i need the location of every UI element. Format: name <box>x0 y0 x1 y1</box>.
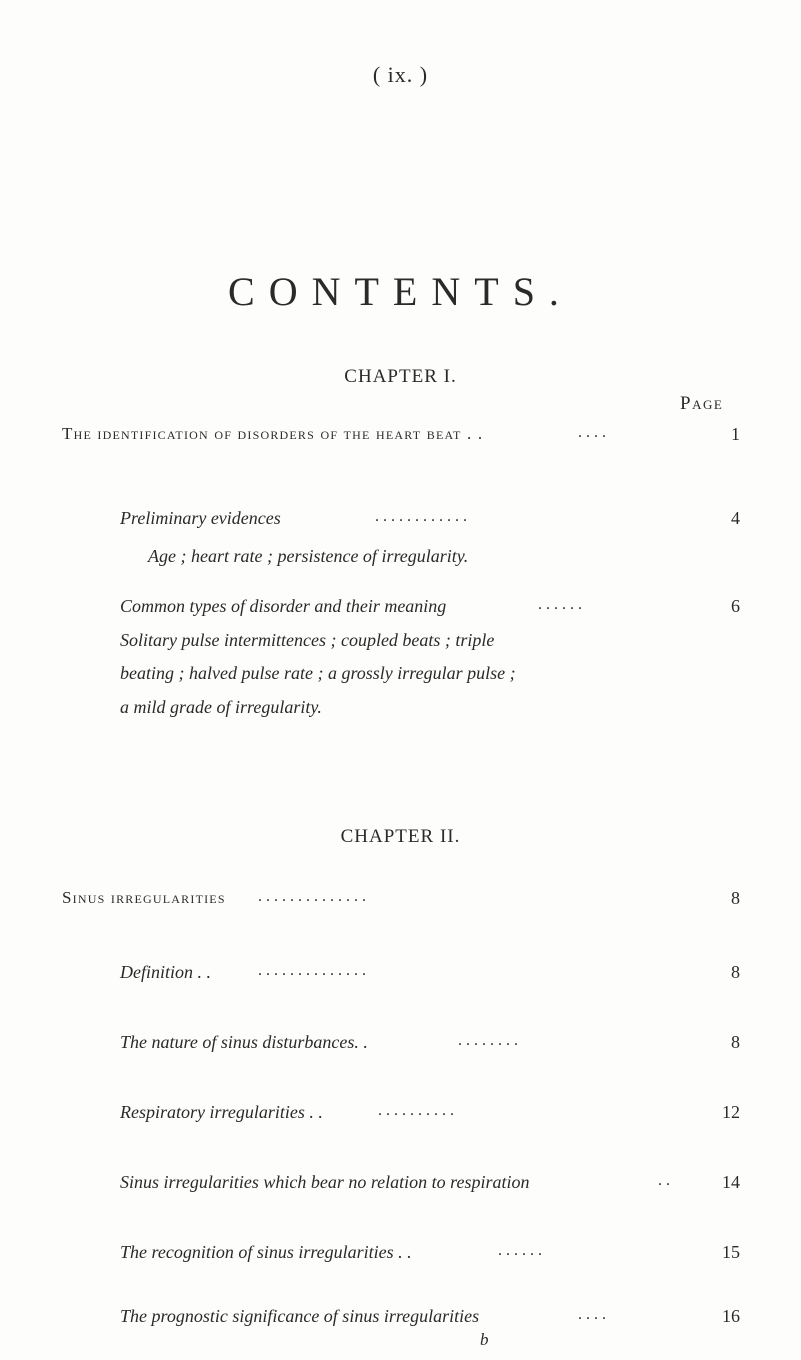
toc-page-number: 8 <box>731 962 740 982</box>
page-number: ( ix. ) <box>372 62 429 87</box>
signature-mark: b <box>480 1330 489 1349</box>
toc-leader: . . . . . . . . . . . . <box>375 508 467 525</box>
toc-page-number: 1 <box>731 424 740 444</box>
toc-section-definition: Definition . . <box>120 962 211 982</box>
toc-section-common-types: Common types of disorder and their meaning <box>120 596 447 616</box>
toc-description: beating ; halved pulse rate ; a grossly irregular pulse ; <box>120 663 516 683</box>
toc-leader: . . . . . . . . . . <box>378 1102 454 1119</box>
toc-leader: . . . . . . . . . . . . . . <box>258 888 366 905</box>
toc-leader: . . . . . . . . <box>458 1032 518 1049</box>
toc-section-recognition: The recognition of sinus irregularities . . <box>120 1242 412 1262</box>
toc-leader: . . . . <box>578 424 606 441</box>
toc-page-number: 12 <box>722 1102 740 1122</box>
chapter-heading-1: CHAPTER I. <box>344 366 457 387</box>
toc-page-number: 4 <box>731 508 740 528</box>
toc-leader: . . <box>658 1172 670 1189</box>
toc-leader: . . . . <box>578 1306 606 1323</box>
toc-leader: . . . . . . <box>498 1242 542 1259</box>
toc-page-number: 8 <box>731 888 740 908</box>
chapter-heading-2: CHAPTER II. <box>340 826 461 847</box>
toc-page-number: 6 <box>731 596 740 616</box>
toc-section-nature: The nature of sinus disturbances. . <box>120 1032 368 1052</box>
toc-section-respiratory: Respiratory irregularities . . <box>120 1102 323 1122</box>
toc-section-prognostic: The prognostic significance of sinus irregularities <box>120 1306 480 1326</box>
toc-description: Solitary pulse intermittences ; coupled beats ; triple <box>120 630 495 650</box>
toc-leader: . . . . . . . . . . . . . . <box>258 962 366 979</box>
toc-description: a mild grade of irregularity. <box>120 697 322 717</box>
toc-page-number: 8 <box>731 1032 740 1052</box>
toc-leader: . . . . . . <box>538 596 582 613</box>
toc-description: Age ; heart rate ; persistence of irregularity. <box>148 546 469 566</box>
page-title: CONTENTS. <box>228 269 573 314</box>
toc-main-entry-1: The identification of disorders of the heart beat . . <box>62 424 484 443</box>
toc-page-number: 16 <box>722 1306 740 1326</box>
toc-main-entry-2: Sinus irregularities <box>62 888 226 907</box>
toc-section-preliminary: Preliminary evidences <box>120 508 281 528</box>
toc-page-number: 14 <box>722 1172 740 1192</box>
toc-section-no-relation: Sinus irregularities which bear no relation to respiration <box>120 1172 530 1192</box>
page-column-label: Page <box>680 393 724 414</box>
toc-page-number: 15 <box>722 1242 740 1262</box>
